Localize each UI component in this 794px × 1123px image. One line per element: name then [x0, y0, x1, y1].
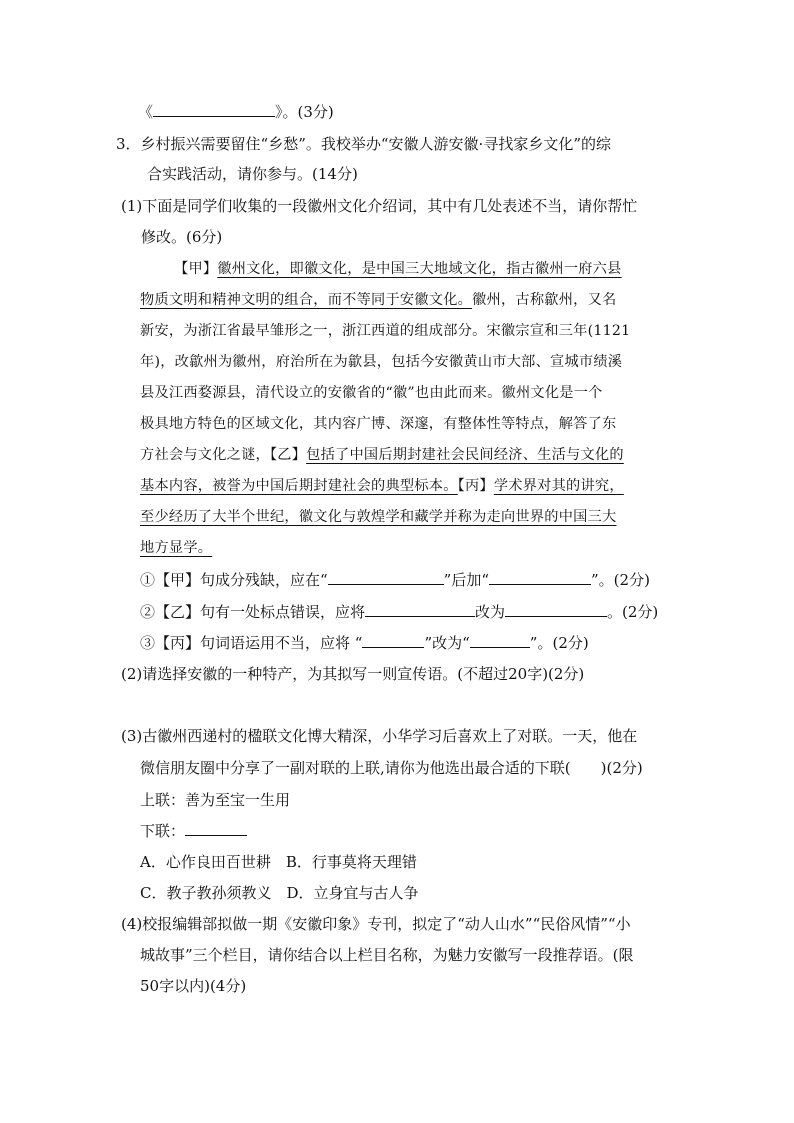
options-a-b: A．心作良田百世耕 B．行事莫将天理错 — [140, 853, 417, 871]
subquestion-3-cont: 微信朋友圈中分享了一副对联的上联,请你为他选出最合适的下联( )(2分) — [140, 759, 643, 777]
subquestion-4-cont2: 50字以内)(4分) — [140, 977, 247, 995]
marker-bing: 【丙】 — [457, 478, 494, 494]
passage-line-2: 物质文明和精神文明的组合，而不等同于安徽文化。徽州，古称歙州，又名 — [140, 292, 617, 308]
passage-line-9: 至少经历了大半个世纪，徽文化与敦煌学和藏学并称为走向世界的中国三大 — [140, 509, 617, 525]
question-3-title: 3．乡村振兴需要留住“乡愁”。我校举办“安徽人游安徽·寻找家乡文化”的综 — [116, 135, 611, 153]
passage-line-4: 年)，改歙州为徽州，府治所在为歙县，包括今安徽黄山市大部、宣城市绩溪 — [140, 354, 623, 370]
options-c-d: C．教子教孙须教义 D．立身宜与古人争 — [140, 884, 419, 902]
answer-blank[interactable] — [489, 570, 591, 585]
answer-blank[interactable] — [185, 821, 247, 836]
open-book-mark: 《 — [138, 103, 154, 121]
answer-blank[interactable] — [328, 570, 444, 585]
passage-line-7: 方社会与文化之谜，【乙】包括了中国后期封建社会民间经济、生活与文化的 — [140, 447, 624, 463]
answer-blank[interactable] — [153, 102, 275, 117]
subquestion-1-cont: 修改。(6分) — [141, 228, 223, 246]
answer-blank[interactable] — [505, 602, 607, 617]
question-3-title-cont: 合实践活动，请你参与。(14分) — [147, 165, 358, 183]
passage-line-6: 极具地方特色的区域文化，其内容广博、深邃，有整体性等特点，解答了东 — [140, 416, 617, 432]
upper-couplet: 上联：善为至宝一生用 — [140, 791, 291, 809]
marker-yi: 方社会与文化之谜，【乙】 — [140, 447, 307, 463]
item-2: ②【乙】句有一处标点错误，应将 改为 。(2分) — [140, 603, 659, 621]
subquestion-4-cont: 城故事”三个栏目，请你结合以上栏目名称，为魅力安徽写一段推荐语。(限 — [140, 946, 634, 964]
subquestion-1: (1)下面是同学们收集的一段徽州文化介绍词，其中有几处表述不当，请你帮忙 — [121, 197, 638, 215]
item-3: ③【丙】句词语运用不当，应将 “ ”改为“ ”。(2分) — [140, 634, 589, 652]
passage-line-10: 地方显学。 — [140, 540, 213, 556]
passage-line-5: 县及江西婺源县，清代设立的安徽省的“徽”也由此而来。徽州文化是一个 — [140, 385, 603, 401]
passage-line-1: 【甲】徽州文化，即徽文化，是中国三大地域文化，指古徽州一府六县 — [174, 261, 622, 277]
subquestion-2: (2)请选择安徽的一种特产，为其拟写一则宣传语。(不超过20字)(2分) — [121, 665, 585, 683]
passage-line-8: 基本内容，被誉为中国后期封建社会的典型标本。【丙】学术界对其的讲究， — [140, 478, 624, 494]
marker-jia: 【甲】 — [174, 261, 218, 277]
answer-blank[interactable] — [365, 602, 475, 617]
item-1: ①【甲】句成分残缺，应在“ ”后加“ ”。(2分) — [140, 571, 650, 589]
answer-blank[interactable] — [362, 633, 424, 648]
subquestion-4: (4)校报编辑部拟做一期《安徽印象》专刊，拟定了“动人山水”“民俗风情”“小 — [121, 915, 631, 933]
q2-answer-line: 《 》。(3分) — [138, 103, 334, 121]
passage-line-3: 新安，为浙江省最早雏形之一，浙江西道的组成部分。宋徽宗宣和三年(1121 — [140, 323, 631, 339]
lower-couplet: 下联： — [140, 821, 247, 841]
answer-blank[interactable] — [470, 633, 530, 648]
subquestion-3: (3)古徽州西递村的楹联文化博大精深，小华学习后喜欢上了对联。一天，他在 — [121, 727, 638, 745]
